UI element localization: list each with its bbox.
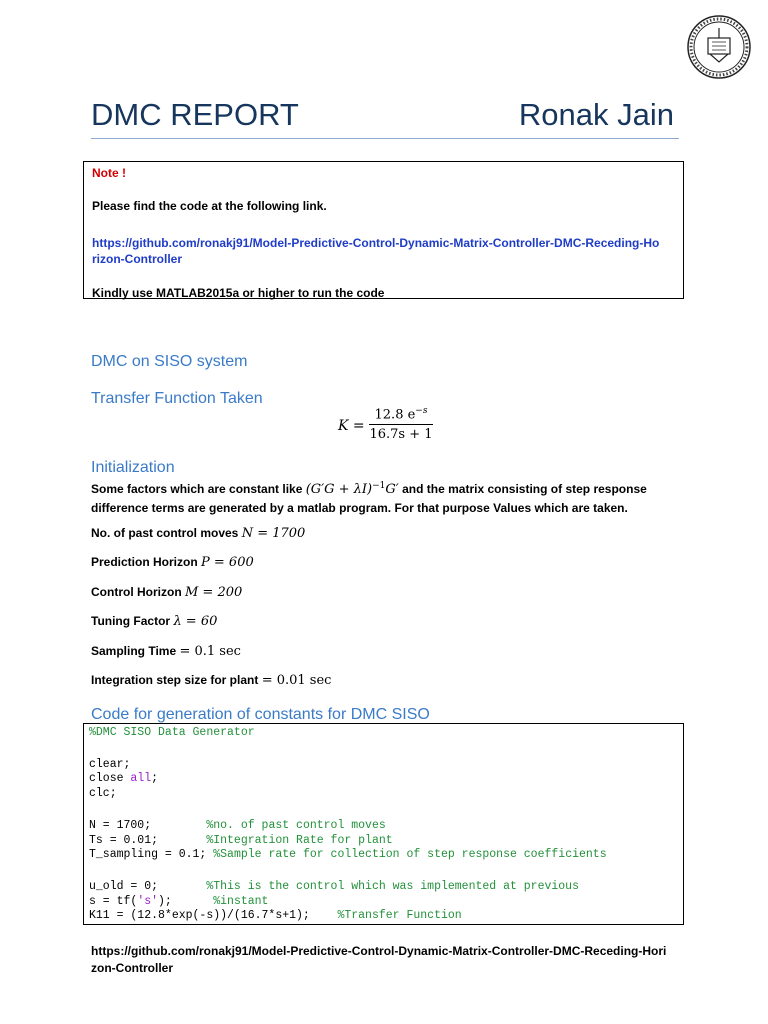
note-code-link[interactable]: https://github.com/ronakj91/Model-Predictive-Control-Dynamic-Matrix-Controller-DMC-Receding-Horizon-Controller [92, 236, 660, 266]
note-box [83, 161, 684, 299]
code-block [83, 723, 684, 925]
code-line: clc; [89, 787, 117, 800]
heading-initialization: Initialization [91, 459, 175, 476]
code-line: T_sampling = 0.1; %Sample rate for collection of step response coefficients [89, 848, 607, 861]
note-title: Note ! [92, 166, 126, 180]
param-past-control-moves: No. of past control moves N = 1700 [91, 526, 306, 541]
code-line: s = tf('s'); %instant [89, 895, 269, 908]
initialization-paragraph: Some factors which are constant like $(G'G + \lambda I)^{-1}G'$ and the matrix consisting of step response difference terms are generated by a matlab program. For that purpose Values which are taken. [91, 481, 647, 515]
report-title: DMC REPORT [91, 97, 299, 132]
param-prediction-horizon: Prediction Horizon P = 600 [91, 555, 254, 570]
report-author: Ronak Jain [518, 97, 674, 132]
code-line: Ts = 0.01; %Integration Rate for plant [89, 834, 393, 847]
heading-transfer-function: Transfer Function Taken [91, 390, 263, 407]
report-header [91, 96, 679, 139]
param-control-horizon: Control Horizon M = 200 [91, 585, 243, 600]
param-tuning-factor: Tuning Factor λ = 60 [91, 614, 218, 629]
code-line: %DMC SISO Data Generator [89, 726, 255, 739]
heading-code-generation: Code for generation of constants for DMC SISO [91, 706, 430, 723]
param-integration-step: Integration step size for plant = 0.01 sec [91, 673, 332, 688]
footer-code-link[interactable]: https://github.com/ronakj91/Model-Predictive-Control-Dynamic-Matrix-Controller-DMC-Receding-Horizon-Controller [91, 944, 667, 975]
code-line: u_old = 0; %This is the control which was implemented at previous [89, 880, 579, 893]
institute-seal-icon [686, 14, 752, 80]
formula-denominator: 16.7s + 1 [369, 427, 433, 443]
param-sampling-time: Sampling Time = 0.1 sec [91, 644, 241, 659]
note-run-instruction: Kindly use MATLAB2015a or higher to run the code [92, 286, 385, 300]
formula-numerator: 12.8 $e^{-s}$ [369, 406, 433, 425]
code-line: K11 = (12.8*exp(-s))/(16.7*s+1); %Transfer Function [89, 909, 462, 922]
formula-lhs: K = [338, 418, 365, 434]
note-text: Please find the code at the following link. [92, 199, 327, 213]
code-line: N = 1700; %no. of past control moves [89, 819, 386, 832]
code-line: clear; [89, 758, 131, 771]
formula-fraction [369, 406, 433, 442]
code-line: close all; [89, 772, 159, 785]
heading-dmc-siso: DMC on SISO system [91, 353, 248, 370]
